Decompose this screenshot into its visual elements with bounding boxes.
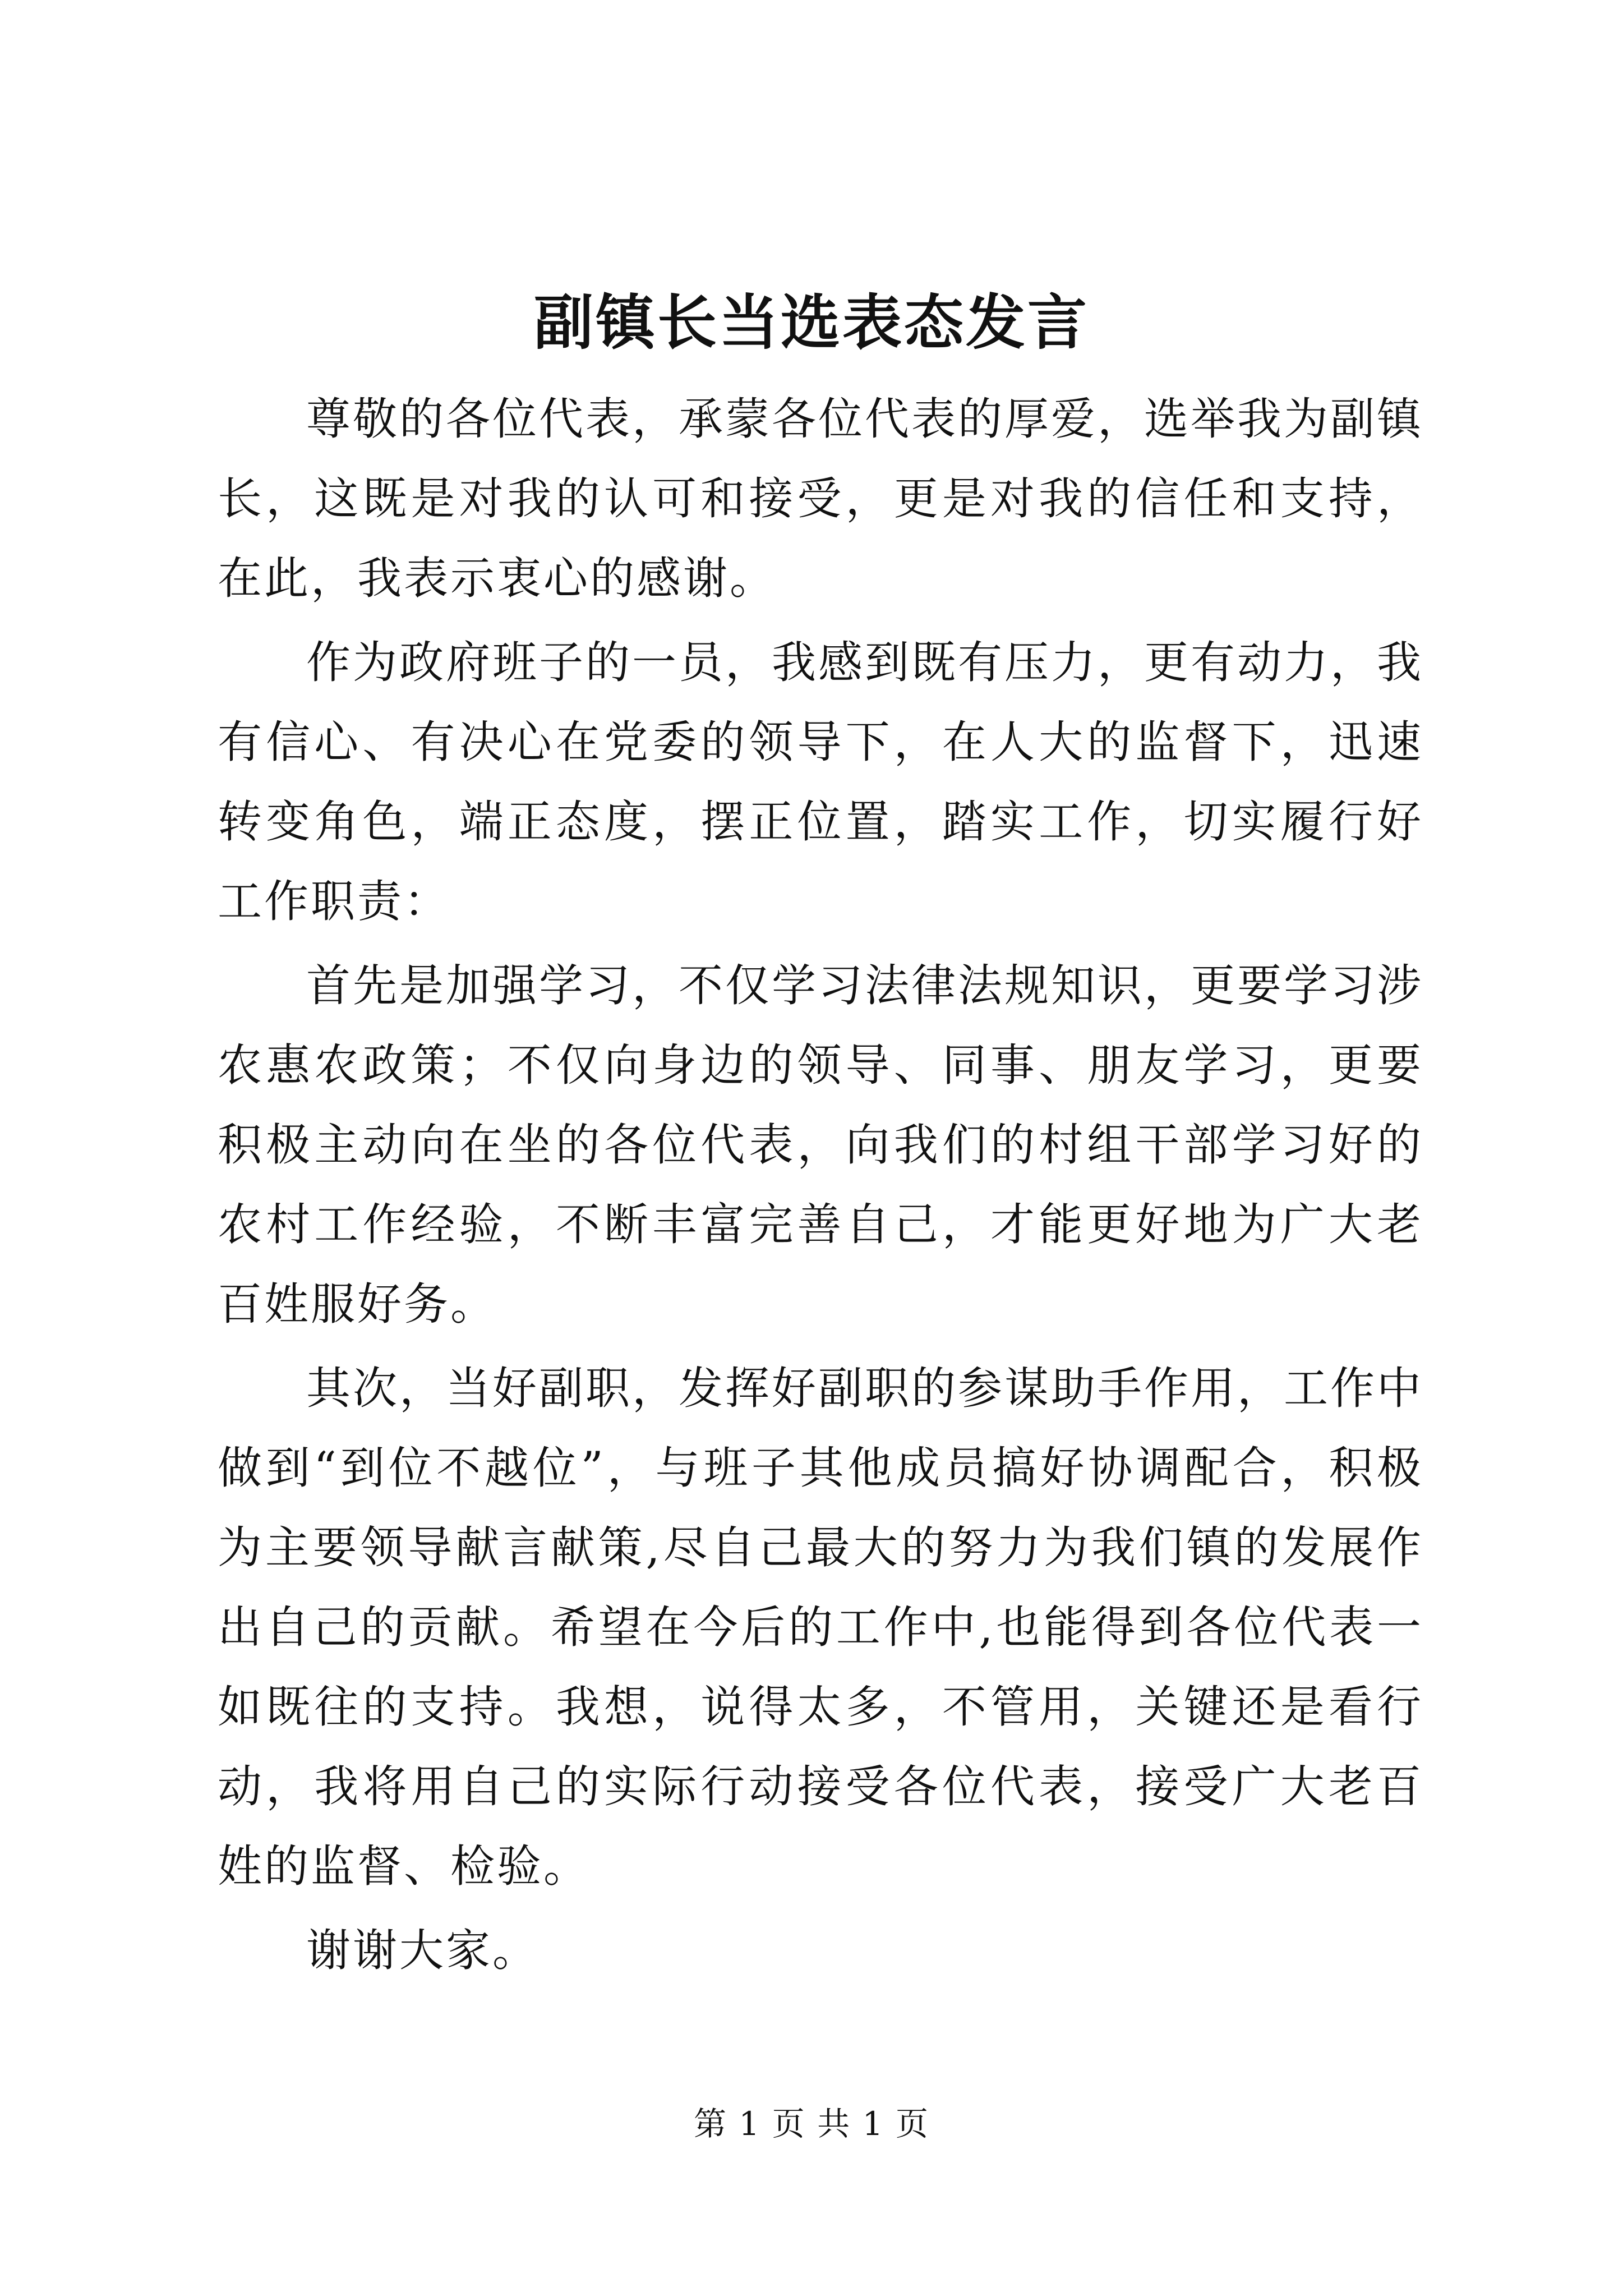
- document-body: [218, 379, 1423, 1990]
- paragraph-learning: 首先是加强学习，不仅学习法律法规知识，更要学习涉农惠农政策；不仅向身边的领导、同事、朋友学习，更要积极主动向在坐的各位代表，向我们的村组干部学习好的农村工作经验，不断丰富完善自己，才能更好地为广大老百姓服好务。: [218, 960, 1423, 1330]
- paragraph-greeting: 尊敬的各位代表，承蒙各位代表的厚爱，选举我为副镇长，这既是对我的认可和接受，更是对我的信任和支持，在此，我表示衷心的感谢。: [218, 393, 1423, 604]
- page-title: 副镇长当选表态发言: [534, 287, 1089, 357]
- page-number-footer: 第 1 页 共 1 页: [694, 2105, 929, 2143]
- paragraph-commitment: 作为政府班子的一员，我感到既有压力，更有动力，我有信心、有决心在党委的领导下，在人大的监督下，迅速转变角色，端正态度，摆正位置，踏实工作，切实履行好工作职责：: [218, 637, 1423, 927]
- paragraph-thanks: 谢谢大家。: [306, 1925, 539, 1976]
- paragraph-deputy-role: 其次，当好副职，发挥好副职的参谋助手作用，工作中做到“到位不越位”，与班子其他成员搞好协调配合，积极为主要领导献言献策,尽自己最大的努力为我们镇的发展作出自己的贡献。希望在今后的工作中,也能得到各位代表一如既往的支持。我想，说得太多，不管用，关键还是看行动，我将用自己的实际行动接受各位代表，接受广大老百姓的监督、检验。: [218, 1363, 1423, 1892]
